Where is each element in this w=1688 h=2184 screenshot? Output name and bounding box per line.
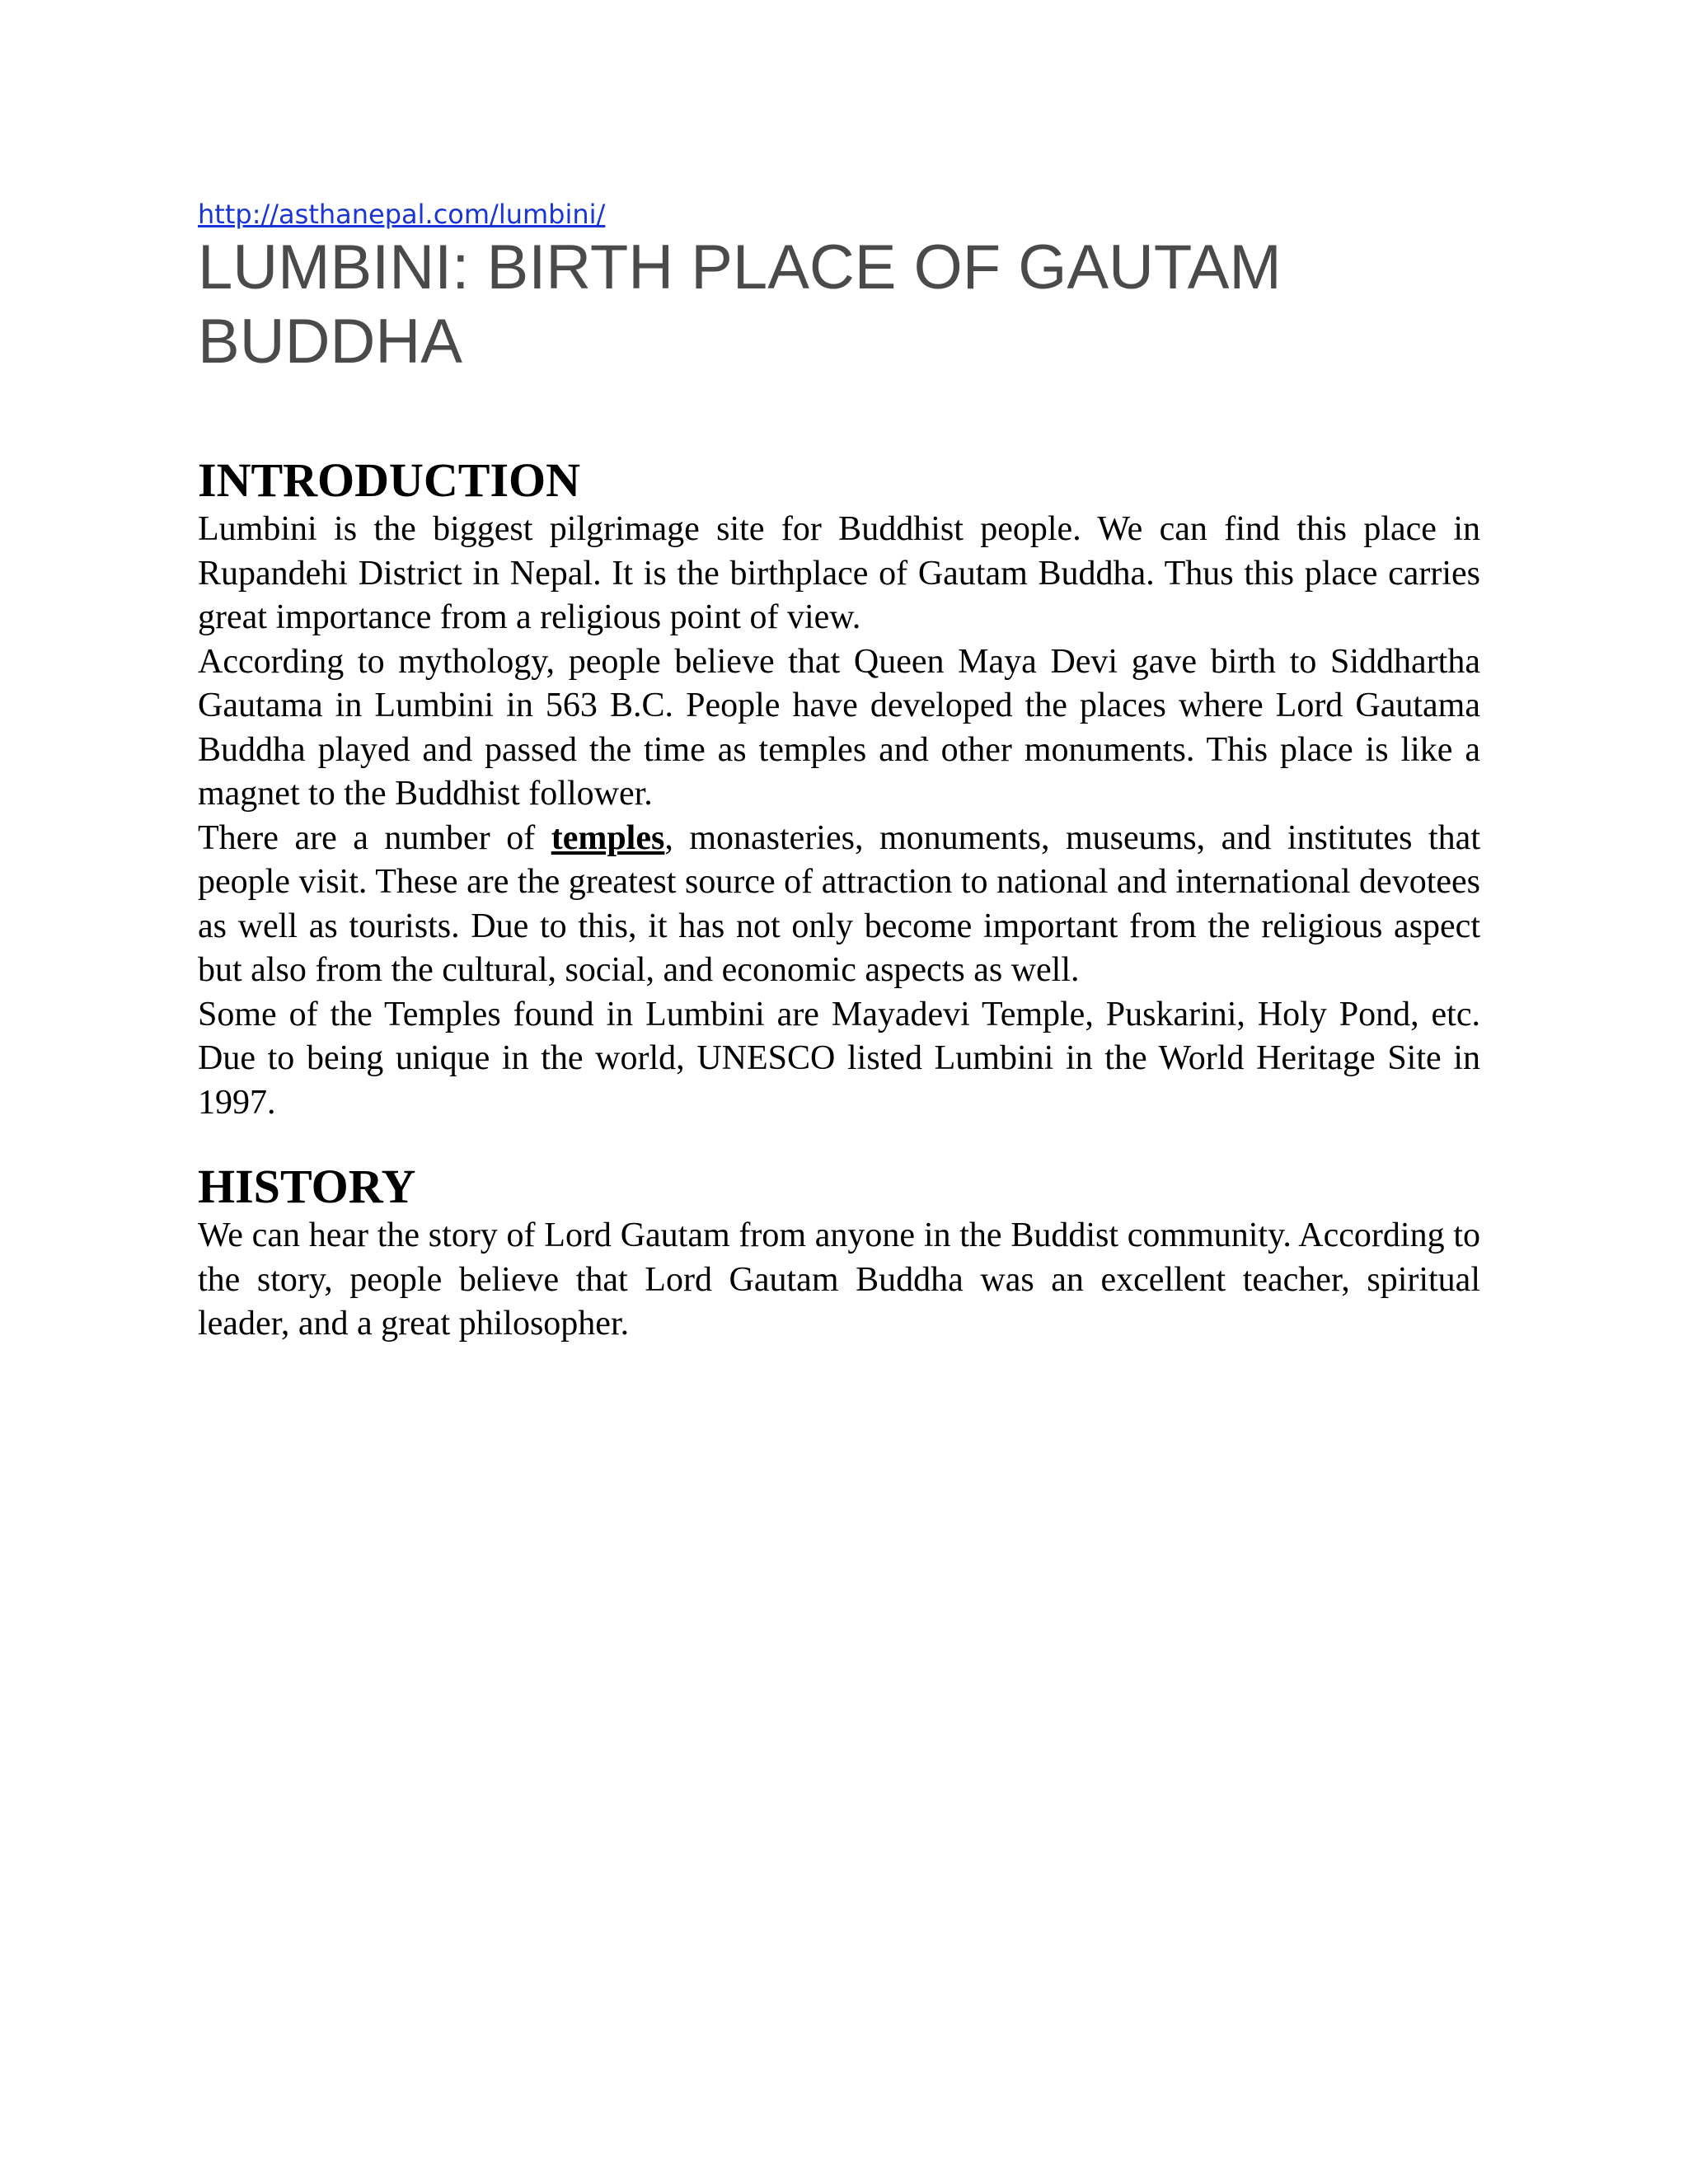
introduction-paragraph-4: Some of the Temples found in Lumbini are Mayadevi Temple, Puskarini, Holy Pond, etc. Due to being unique in the world, UNESCO listed Lumbini in the World Heritage Site in 1997. [198, 995, 1480, 1122]
history-heading: HISTORY [198, 1160, 416, 1213]
history-paragraph-1: We can hear the story of Lord Gautam from anyone in the Buddist community. According to the story, people believe that Lord Gautam Buddha was an excellent teacher, spiritual leader, and a great philosopher. [198, 1216, 1480, 1343]
temples-link[interactable]: temples [551, 818, 665, 857]
introduction-heading: INTRODUCTION [198, 453, 581, 507]
introduction-paragraph-3 [198, 817, 1480, 993]
introduction-paragraph-2: According to mythology, people believe that Queen Maya Devi gave birth to Siddhartha Gautama in Lumbini in 563 B.C. People have developed the places where Lord Gautama Buddha played and passed the time as temples and other monuments. This place is like a magnet to the Buddhist follower. [198, 642, 1480, 813]
document-page [198, 198, 1480, 1347]
paragraph-3-text-before: There are a number of [198, 818, 551, 857]
document-title: LUMBINI: BIRTH PLACE OF GAUTAM BUDDHA [198, 232, 1282, 377]
paragraph-3-text-after: , monasteries, monuments, museums, and institutes that people visit. These are the greatest source of attraction to national and international devotees as well as tourists. Due to this, it has not only become important from the religious aspect but also from the cultural, social, and economic aspects as well. [198, 818, 1480, 989]
introduction-paragraph-1: Lumbini is the biggest pilgrimage site for Buddhist people. We can find this place in Rupandehi District in Nepal. It is the birthplace of Gautam Buddha. Thus this place carries great importance from a religious point of view. [198, 510, 1480, 636]
source-url-link[interactable]: http://asthanepal.com/lumbini/ [198, 199, 606, 230]
